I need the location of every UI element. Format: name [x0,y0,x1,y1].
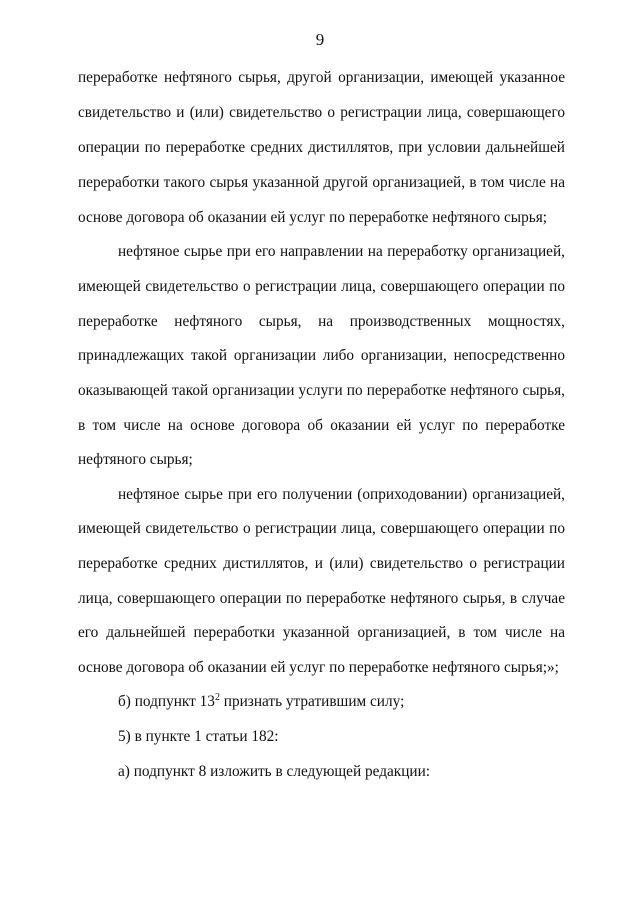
text-line: переработке нефтяного сырья, другой организации, имеющей указанное [78,69,565,86]
item-5-line: 5) в пункте 1 статьи 182: [118,728,279,745]
text-line: переработке нефтяного сырья, на производственных мощностях, [78,313,565,330]
page-number: 9 [315,30,325,49]
text-line: нефтяное сырье при его получении (оприходовании) организацией, [118,486,565,503]
text-line: основе договора об оказании ей услуг по переработке нефтяного сырья;»; [78,659,559,676]
text-line: принадлежащих такой организации либо организации, непосредственно [78,347,565,364]
text-line: переработке средних дистиллятов, и (или) свидетельство о регистрации [78,555,565,572]
item-b-text: б) подпункт 13 [118,693,215,710]
text-line: лица, совершающего операции по переработке нефтяного сырья, в случае [78,590,565,607]
text-line: нефтяное сырье при его направлении на переработку организацией, [118,243,565,260]
text-line: нефтяного сырья; [78,451,193,468]
text-line: имеющей свидетельство о регистрации лица, совершающего операции по [78,278,565,295]
text-line: операции по переработке средних дистиллятов, при условии дальнейшей [78,139,565,156]
item-b-line [118,692,565,712]
text-line: имеющей свидетельство о регистрации лица, совершающего операции по [78,520,565,537]
text-line: свидетельство и (или) свидетельство о регистрации лица, совершающего [78,104,565,121]
text-line: его дальнейшей переработки указанной организацией, в том числе на [78,624,565,641]
text-line: основе договора об оказании ей услуг по переработке нефтяного сырья; [78,209,547,226]
item-a-line: а) подпункт 8 изложить в следующей редакции: [118,763,431,780]
item-b-text-end: признать утратившим силу; [219,693,405,710]
item-b-superscript: 2 [214,692,220,703]
text-line: переработки такого сырья указанной другой организацией, в том числе на [78,174,565,191]
text-line: в том числе на основе договора об оказании ей услуг по переработке [78,417,565,434]
text-line: оказывающей такой организации услуги по переработке нефтяного сырья, [78,382,565,399]
